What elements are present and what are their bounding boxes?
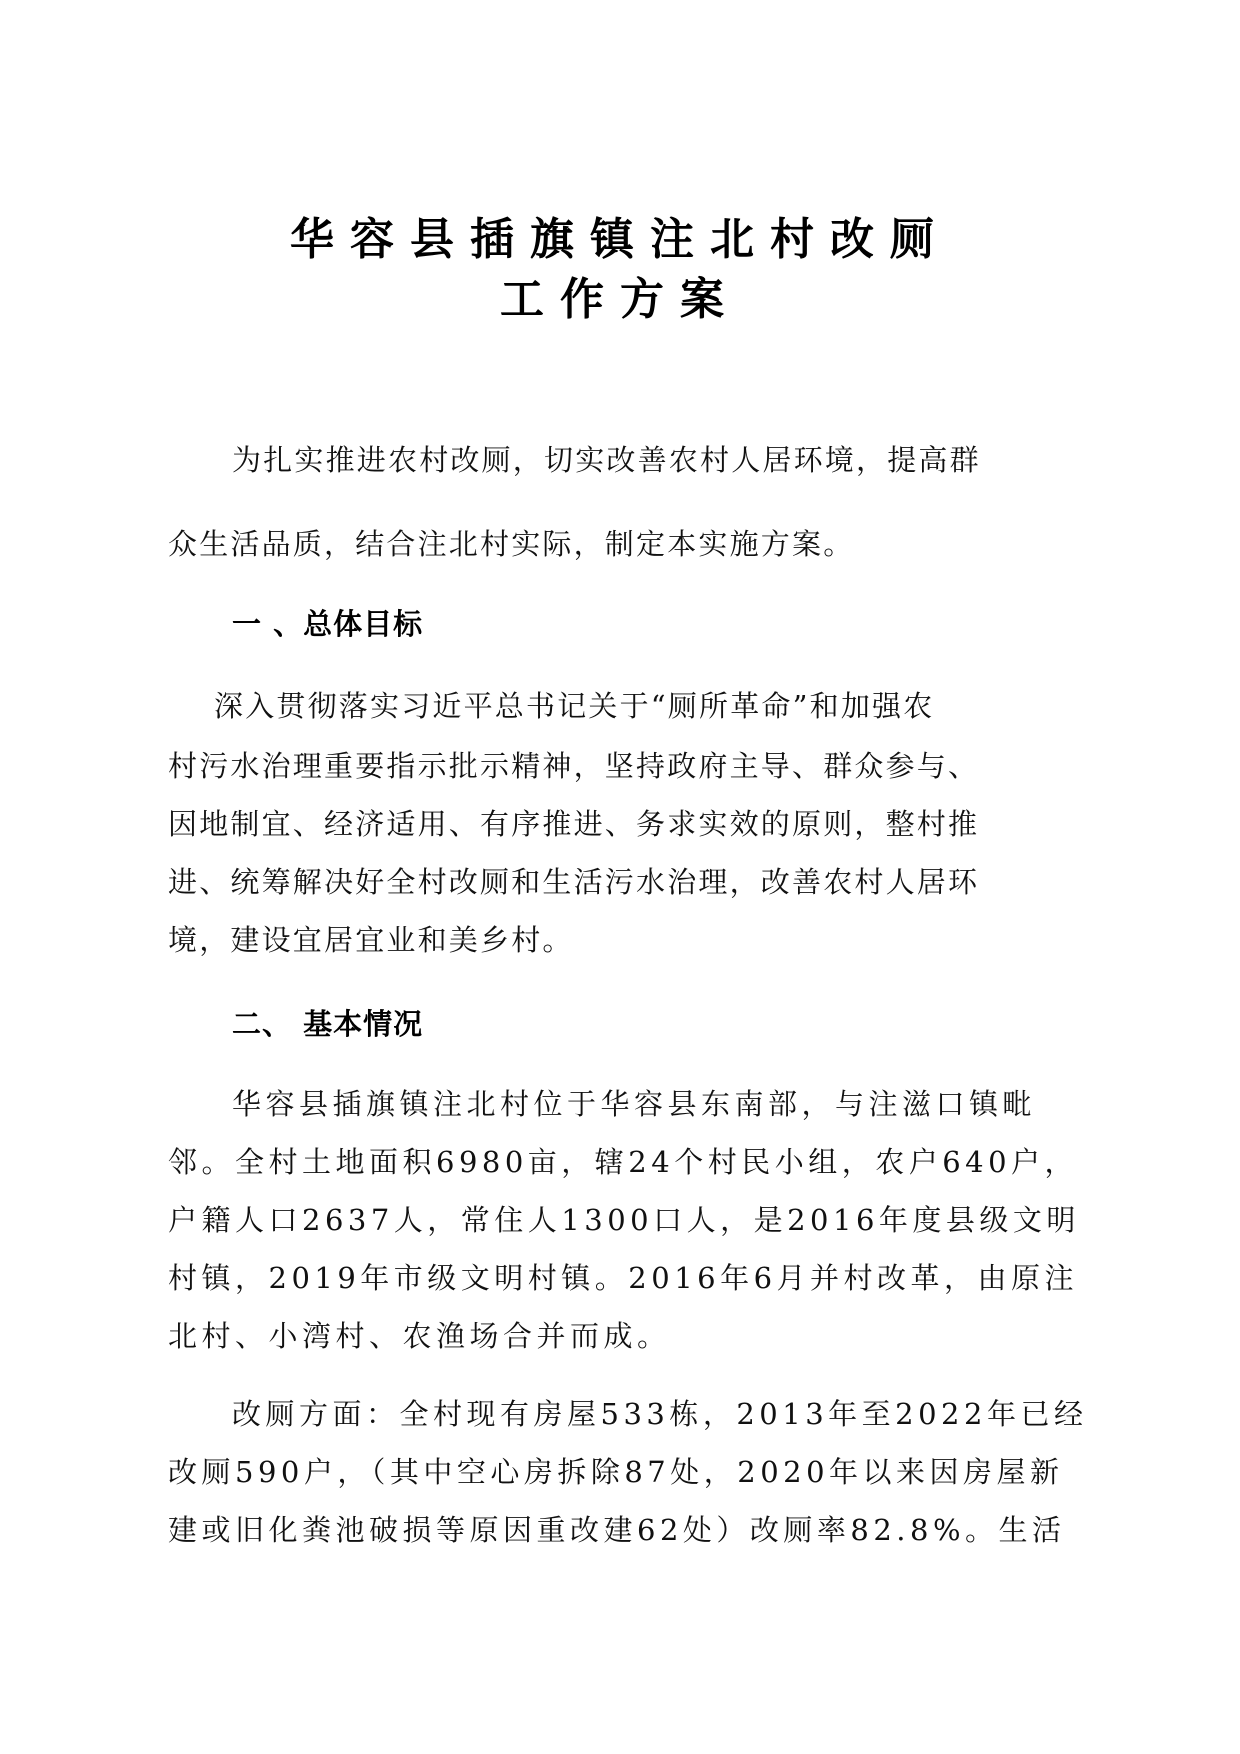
toilet-renovation-paragraph-line: 建或旧化粪池破损等原因重改建62处）改厕率82.8%。生活 bbox=[168, 1513, 1066, 1547]
goals-paragraph-line: 境，建设宜居宜业和美乡村。 bbox=[168, 923, 574, 957]
basic-info-paragraph-line: 邻。全村土地面积6980亩，辖24个村民小组，农户640户， bbox=[168, 1145, 1079, 1179]
basic-info-paragraph-line: 华容县插旗镇注北村位于华容县东南部，与注滋口镇毗 bbox=[232, 1087, 1037, 1121]
intro-paragraph-line: 为扎实推进农村改厕，切实改善农村人居环境，提高群 bbox=[232, 443, 981, 477]
toilet-renovation-paragraph-line: 改厕590户，（其中空心房拆除87处，2020年以来因房屋新 bbox=[168, 1455, 1064, 1489]
goals-paragraph-line: 深入贯彻落实习近平总书记关于“厕所革命”和加强农 bbox=[214, 689, 935, 723]
basic-info-paragraph-line: 户籍人口2637人，常住人1300口人，是2016年度县级文明 bbox=[168, 1203, 1080, 1237]
goals-paragraph-line: 因地制宜、经济适用、有序推进、务求实效的原则，整村推 bbox=[168, 807, 980, 841]
section-heading-basic-info: 二、 基本情况 bbox=[232, 1007, 424, 1041]
basic-info-paragraph-line: 村镇，2019年市级文明村镇。2016年6月并村改革，由原注 bbox=[168, 1261, 1079, 1295]
document-title-line-1: 华容县插旗镇注北村改厕 bbox=[290, 214, 950, 265]
goals-paragraph-line: 村污水治理重要指示批示精神，坚持政府主导、群众参与、 bbox=[168, 749, 980, 783]
basic-info-paragraph-line: 北村、小湾村、农渔场合并而成。 bbox=[168, 1319, 671, 1353]
goals-paragraph-line: 进、统筹解决好全村改厕和生活污水治理，改善农村人居环 bbox=[168, 865, 980, 899]
toilet-renovation-paragraph-line: 改厕方面：全村现有房屋533栋，2013年至2022年已经 bbox=[232, 1397, 1088, 1431]
document-title-line-2: 工作方案 bbox=[500, 274, 740, 325]
intro-paragraph-line: 众生活品质，结合注北村实际，制定本实施方案。 bbox=[168, 527, 855, 561]
section-heading-goals: 一 、总体目标 bbox=[232, 607, 424, 641]
